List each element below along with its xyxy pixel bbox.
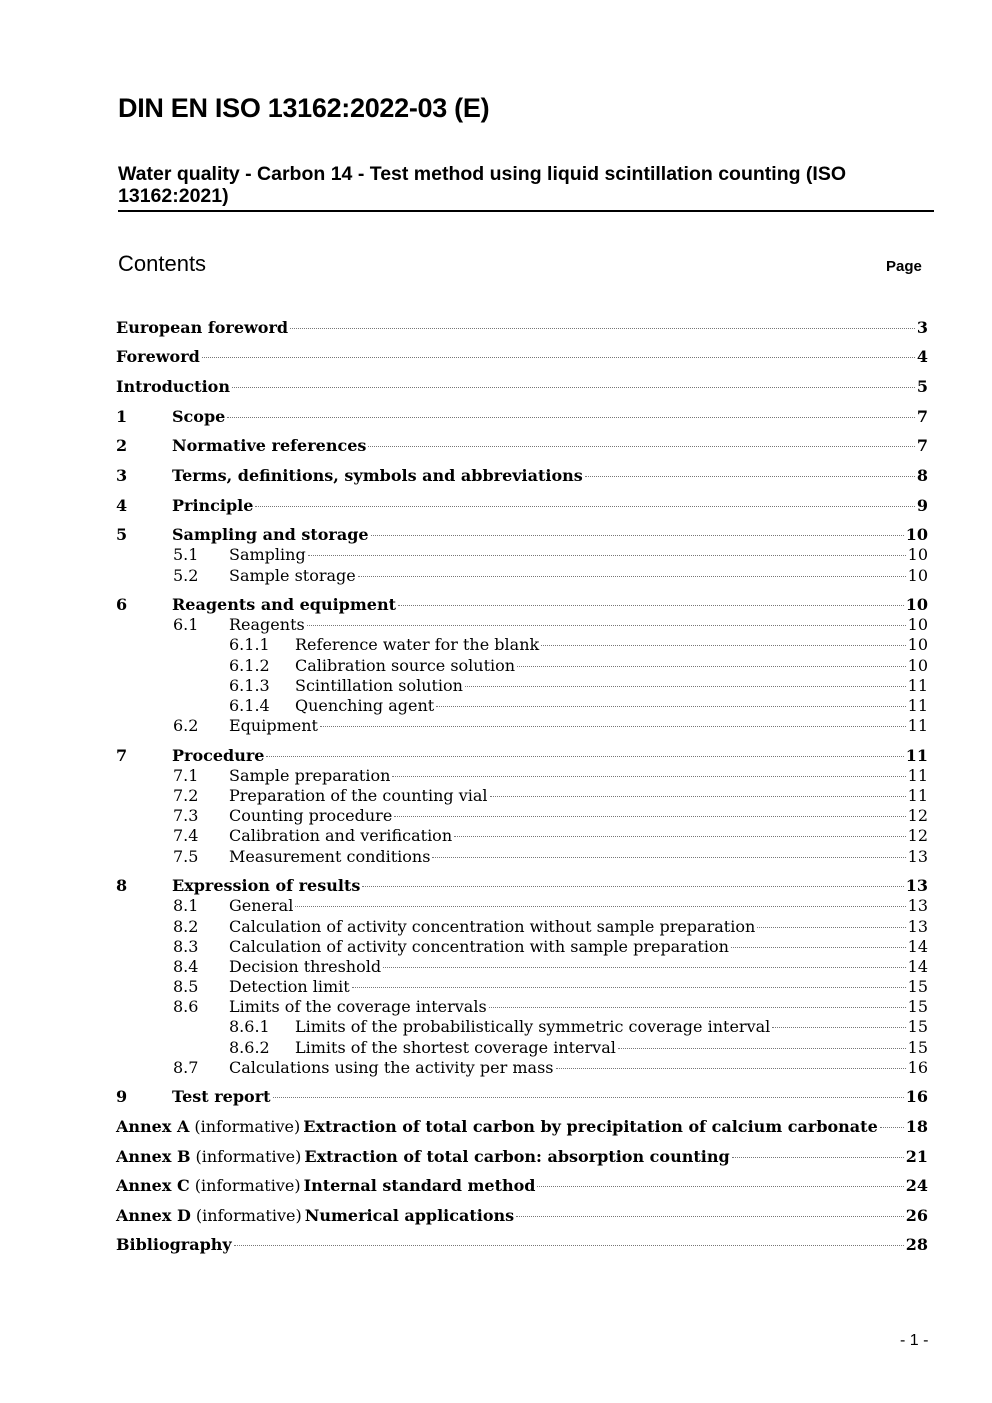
toc-entry-page: 28: [905, 1235, 928, 1254]
toc-entry-page: 13: [907, 917, 928, 936]
toc-dot-leader: [320, 726, 906, 727]
toc-dot-leader: [307, 625, 906, 626]
toc-entry[interactable]: [0, 407, 992, 427]
toc-entry-page: 11: [907, 716, 928, 735]
toc-entry-page: 15: [907, 977, 928, 996]
toc-entry[interactable]: [0, 766, 992, 786]
toc-dot-leader: [383, 967, 906, 968]
toc-dot-leader: [266, 756, 903, 757]
toc-entry-label: Expression of results: [172, 876, 361, 895]
toc-dot-leader: [537, 1186, 903, 1187]
toc-dot-leader: [398, 605, 904, 606]
toc-entry-number: 8: [116, 876, 128, 895]
toc-entry-page: 12: [907, 806, 928, 825]
toc-entry[interactable]: [0, 876, 992, 896]
toc-entry[interactable]: [0, 746, 992, 766]
toc-dot-leader: [757, 927, 905, 928]
toc-entry-label: Calibration source solution: [295, 656, 516, 675]
toc-entry-page: 15: [907, 1038, 928, 1057]
toc-entry-number: 2: [116, 436, 128, 455]
toc-entry[interactable]: [0, 696, 992, 716]
toc-dot-leader: [202, 357, 915, 358]
toc-entry-label: Measurement conditions: [229, 847, 431, 866]
toc-entry-number: 6.1.1: [229, 635, 270, 654]
toc-entry[interactable]: [0, 1038, 992, 1058]
toc-entry-page: 13: [905, 876, 928, 895]
toc-dot-leader: [234, 1245, 904, 1246]
toc-entry-label: Counting procedure: [229, 806, 393, 825]
toc-dot-leader: [772, 1027, 905, 1028]
toc-entry[interactable]: [0, 496, 992, 516]
document-id: DIN EN ISO 13162:2022-03 (E): [118, 93, 490, 123]
toc-entry-number: 6.2: [173, 716, 199, 735]
toc-dot-leader: [618, 1048, 906, 1049]
toc-annex-number: Annex C: [116, 1176, 190, 1195]
toc-entry-page: 11: [907, 786, 928, 805]
toc-entry-label: Scope: [172, 407, 226, 426]
toc-entry-label: Numerical applications: [304, 1206, 515, 1225]
toc-entry-page: 3: [916, 318, 928, 337]
toc-annex-number: Annex B: [116, 1147, 191, 1166]
toc-entry[interactable]: [0, 957, 992, 977]
toc-dot-leader: [392, 776, 905, 777]
toc-dot-leader: [880, 1127, 904, 1128]
toc-dot-leader: [255, 506, 914, 507]
toc-entry[interactable]: [0, 635, 992, 655]
toc-entry-page: 10: [907, 545, 928, 564]
toc-entry-number: 8.6.2: [229, 1038, 270, 1057]
toc-entry-page: 14: [907, 957, 928, 976]
toc-entry-page: 11: [907, 676, 928, 695]
toc-dot-leader: [295, 906, 905, 907]
toc-dot-leader: [556, 1068, 906, 1069]
toc-entry-number: 8.7: [173, 1058, 199, 1077]
toc-annex-number: Annex A: [116, 1117, 190, 1136]
toc-entry[interactable]: [0, 436, 992, 456]
document-title: Water quality - Carbon 14 - Test method using liquid scintillation counting (ISO 13162:2021): [118, 163, 847, 207]
toc-entry-number: 8.1: [173, 896, 199, 915]
toc-entry-number: 7.2: [173, 786, 199, 805]
toc-entry[interactable]: [0, 896, 992, 916]
toc-entry-number: 5: [116, 525, 128, 544]
toc-entry[interactable]: [0, 525, 992, 545]
toc-entry-page: 10: [907, 635, 928, 654]
toc-entry-page: 12: [907, 826, 928, 845]
toc-entry[interactable]: [0, 595, 992, 615]
toc-entry-label: Sampling: [229, 545, 306, 564]
toc-entry-number: 8.6: [173, 997, 199, 1016]
toc-dot-leader: [232, 387, 915, 388]
toc-dot-leader: [516, 1216, 904, 1217]
toc-entry-number: 8.4: [173, 957, 199, 976]
toc-entry-label: Limits of the probabilistically symmetric coverage interval: [295, 1017, 771, 1036]
toc-dot-leader: [273, 1097, 904, 1098]
title-divider: [118, 210, 934, 212]
toc-entry-page: 11: [907, 766, 928, 785]
toc-entry[interactable]: [0, 318, 992, 338]
toc-entry-number: 6.1.2: [229, 656, 270, 675]
toc-entry-page: 13: [907, 847, 928, 866]
toc-dot-leader: [432, 857, 905, 858]
toc-entry[interactable]: [0, 716, 992, 736]
toc-entry-page: 13: [907, 896, 928, 915]
toc-entry[interactable]: [0, 676, 992, 696]
toc-entry[interactable]: [0, 377, 992, 397]
toc-entry-label: European foreword: [116, 318, 289, 337]
toc-entry[interactable]: [0, 545, 992, 565]
toc-dot-leader: [731, 947, 906, 948]
toc-entry-label: Equipment: [229, 716, 318, 735]
toc-dot-leader: [227, 417, 915, 418]
toc-entry[interactable]: [0, 1058, 992, 1078]
toc-annex-type: (informative): [195, 1147, 302, 1166]
toc-entry-label: Reagents and equipment: [172, 595, 396, 614]
toc-entry-label: Calculation of activity concentration with sample preparation: [229, 937, 729, 956]
toc-entry-page: 7: [916, 436, 928, 455]
toc-entry-number: 9: [116, 1087, 128, 1106]
toc-entry-label: Calculations using the activity per mass: [229, 1058, 554, 1077]
toc-entry[interactable]: [0, 1147, 992, 1167]
toc-entry-number: 7.1: [173, 766, 199, 785]
toc-dot-leader: [371, 535, 904, 536]
toc-entry-label: Calibration and verification: [229, 826, 453, 845]
toc-entry-label: Scintillation solution: [295, 676, 463, 695]
toc-entry-page: 4: [916, 347, 928, 366]
toc-entry[interactable]: [0, 347, 992, 367]
toc-annex-type: (informative): [194, 1176, 301, 1195]
toc-entry[interactable]: [0, 847, 992, 867]
toc-entry-label: Sampling and storage: [172, 525, 369, 544]
toc-entry-label: Limits of the shortest coverage interval: [295, 1038, 616, 1057]
toc-dot-leader: [394, 816, 905, 817]
toc-entry-label: Preparation of the counting vial: [229, 786, 488, 805]
toc-entry[interactable]: [0, 977, 992, 997]
toc-entry-label: Internal standard method: [303, 1176, 536, 1195]
toc-entry-label: Extraction of total carbon: absorption counting: [304, 1147, 730, 1166]
toc-entry-label: Foreword: [116, 347, 200, 366]
toc-entry-label: Terms, definitions, symbols and abbreviations: [172, 466, 583, 485]
toc-entry-number: 7: [116, 746, 128, 765]
toc-entry-label: Sample preparation: [229, 766, 391, 785]
toc-entry-page: 11: [907, 696, 928, 715]
toc-entry-page: 7: [916, 407, 928, 426]
toc-entry-number: 8.5: [173, 977, 199, 996]
toc-entry-page: 24: [905, 1176, 928, 1195]
toc-entry-page: 10: [907, 566, 928, 585]
toc-entry-label: Normative references: [172, 436, 367, 455]
toc-entry-page: 10: [905, 595, 928, 614]
toc-entry[interactable]: [0, 1235, 992, 1255]
toc-entry-label: Extraction of total carbon by precipitation of calcium carbonate: [303, 1117, 878, 1136]
toc-dot-leader: [368, 446, 914, 447]
toc-entry-label: Quenching agent: [295, 696, 435, 715]
toc-dot-leader: [585, 476, 915, 477]
toc-entry-page: 10: [907, 615, 928, 634]
toc-entry-number: 6.1.4: [229, 696, 270, 715]
toc-entry-label: Procedure: [172, 746, 265, 765]
toc-dot-leader: [454, 836, 906, 837]
toc-annex-number: Annex D: [116, 1206, 191, 1225]
toc-entry-number: 5.2: [173, 566, 199, 585]
toc-entry-number: 6: [116, 595, 128, 614]
toc-entry-number: 3: [116, 466, 128, 485]
toc-dot-leader: [541, 645, 905, 646]
toc-dot-leader: [362, 886, 903, 887]
toc-dot-leader: [358, 576, 906, 577]
toc-dot-leader: [732, 1157, 904, 1158]
toc-entry-label: Detection limit: [229, 977, 350, 996]
toc-entry-page: 18: [905, 1117, 928, 1136]
contents-heading: Contents: [118, 251, 207, 276]
toc-entry[interactable]: [0, 917, 992, 937]
toc-entry-label: Sample storage: [229, 566, 356, 585]
toc-entry-page: 9: [916, 496, 928, 515]
toc-annex-type: (informative): [195, 1206, 302, 1225]
toc-entry[interactable]: [0, 1206, 992, 1226]
toc-entry-number: 8.3: [173, 937, 199, 956]
toc-entry[interactable]: [0, 997, 992, 1017]
toc-dot-leader: [489, 1007, 906, 1008]
toc-entry-number: 1: [116, 407, 128, 426]
toc-entry-label: General: [229, 896, 294, 915]
toc-entry-number: 8.2: [173, 917, 199, 936]
footer-page-number: - 1 -: [900, 1332, 929, 1349]
toc-entry-number: 5.1: [173, 545, 199, 564]
toc-entry-number: 4: [116, 496, 128, 515]
toc-entry-number: 7.5: [173, 847, 199, 866]
page-column-heading: Page: [886, 258, 922, 275]
toc-entry-page: 10: [907, 656, 928, 675]
toc-entry[interactable]: [0, 826, 992, 846]
toc-entry-page: 16: [905, 1087, 928, 1106]
toc-entry[interactable]: [0, 1117, 992, 1137]
toc-entry-page: 10: [905, 525, 928, 544]
toc-entry-page: 21: [905, 1147, 928, 1166]
toc-entry-page: 15: [907, 1017, 928, 1036]
toc-entry-label: Decision threshold: [229, 957, 382, 976]
toc-dot-leader: [490, 796, 906, 797]
toc-entry[interactable]: [0, 1017, 992, 1037]
toc-dot-leader: [308, 555, 906, 556]
toc-entry-number: 6.1: [173, 615, 199, 634]
toc-entry-number: 7.4: [173, 826, 199, 845]
toc-entry-page: 26: [905, 1206, 928, 1225]
toc-entry[interactable]: [0, 566, 992, 586]
toc-annex-type: (informative): [194, 1117, 301, 1136]
toc-entry-page: 15: [907, 997, 928, 1016]
toc-dot-leader: [465, 686, 906, 687]
toc-entry-label: Principle: [172, 496, 254, 515]
toc-entry[interactable]: [0, 615, 992, 635]
toc-entry-number: 8.6.1: [229, 1017, 270, 1036]
toc-dot-leader: [352, 987, 906, 988]
toc-dot-leader: [436, 706, 905, 707]
toc-entry[interactable]: [0, 656, 992, 676]
toc-entry[interactable]: [0, 466, 992, 486]
toc-dot-leader: [517, 666, 906, 667]
toc-entry[interactable]: [0, 786, 992, 806]
toc-entry-number: 6.1.3: [229, 676, 270, 695]
toc-entry[interactable]: [0, 1176, 992, 1196]
toc-entry-label: Limits of the coverage intervals: [229, 997, 487, 1016]
toc-entry-page: 14: [907, 937, 928, 956]
toc-entry-page: 16: [907, 1058, 928, 1077]
toc-entry-label: Bibliography: [116, 1235, 232, 1254]
toc-entry-page: 5: [916, 377, 928, 396]
toc-entry[interactable]: [0, 806, 992, 826]
toc-entry-label: Reference water for the blank: [295, 635, 540, 654]
toc-entry-label: Calculation of activity concentration without sample preparation: [229, 917, 756, 936]
toc-dot-leader: [290, 328, 915, 329]
toc-entry-number: 7.3: [173, 806, 199, 825]
toc-entry-label: Reagents: [229, 615, 305, 634]
toc-entry[interactable]: [0, 1087, 992, 1107]
toc-entry-page: 11: [905, 746, 928, 765]
toc-entry[interactable]: [0, 937, 992, 957]
toc-entry-page: 8: [916, 466, 928, 485]
toc-entry-label: Test report: [172, 1087, 271, 1106]
toc-entry-label: Introduction: [116, 377, 230, 396]
